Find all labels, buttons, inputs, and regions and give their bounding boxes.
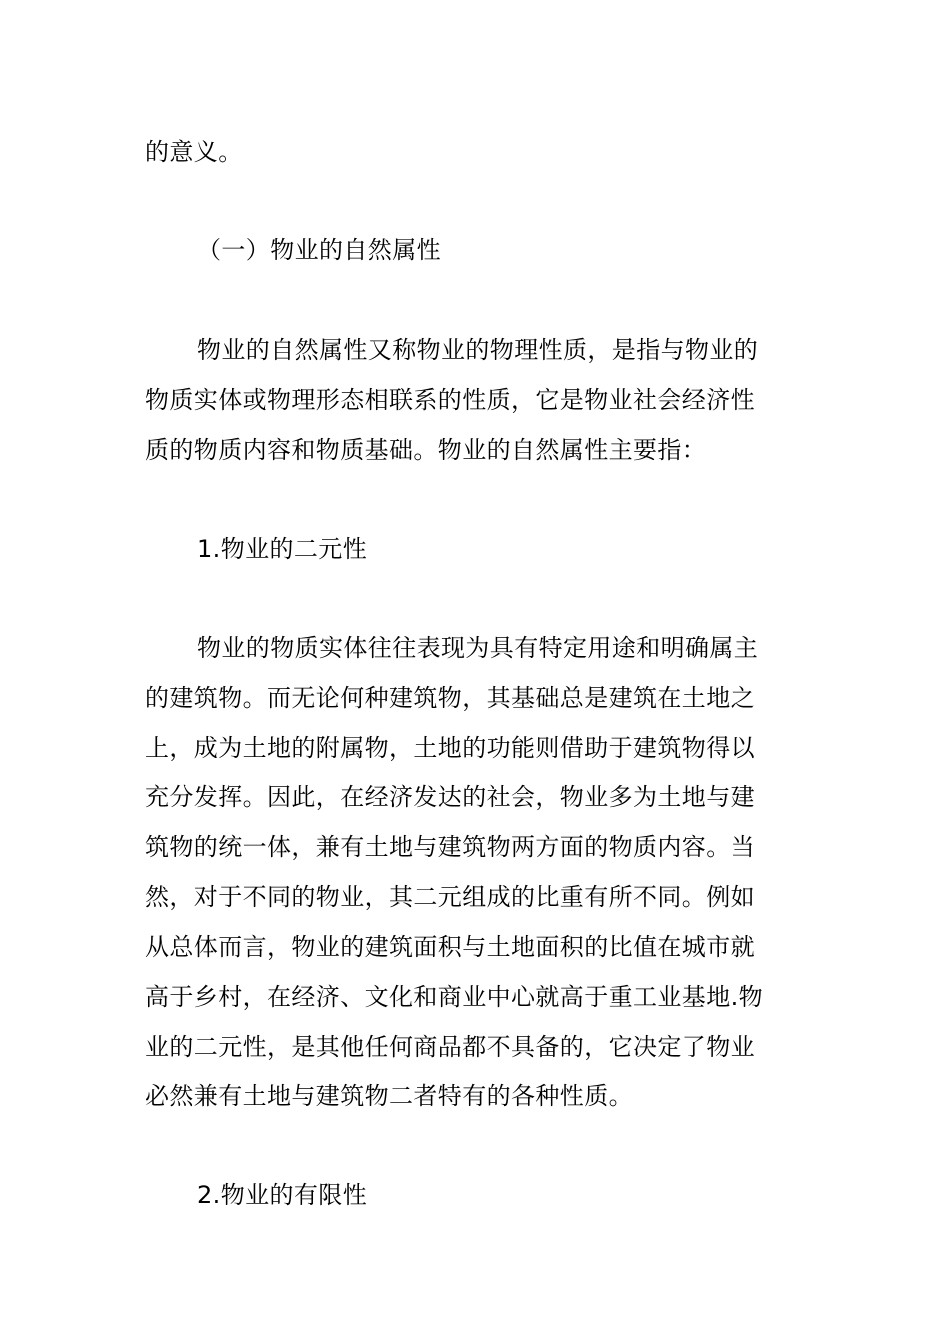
- paragraph-line: 筑物的统一体，兼有土地与建筑物两方面的物质内容。当: [145, 833, 755, 861]
- paragraph-line: 充分发挥。因此，在经济发达的社会，物业多为土地与建: [145, 783, 755, 811]
- paragraph-line: 高于乡村，在经济、文化和商业中心就高于重工业基地.物: [145, 983, 764, 1011]
- paragraph-line: 必然兼有土地与建筑物二者特有的各种性质。: [145, 1082, 633, 1110]
- subheading-duality: 1.物业的二元性: [197, 535, 368, 563]
- paragraph-line: 物质实体或物理形态相联系的性质，它是物业社会经济性: [145, 386, 755, 414]
- section-heading: （一）物业的自然属性: [197, 236, 441, 264]
- paragraph-line: 从总体而言，物业的建筑面积与土地面积的比值在城市就: [145, 933, 755, 961]
- paragraph-line: 的建筑物。而无论何种建筑物，其基础总是建筑在土地之: [145, 684, 755, 712]
- subheading-scarcity: 2.物业的有限性: [197, 1181, 368, 1209]
- paragraph-line: 业的二元性，是其他任何商品都不具备的，它决定了物业: [145, 1033, 755, 1061]
- paragraph-line: 物业的物质实体往往表现为具有特定用途和明确属主: [197, 634, 759, 662]
- intro-tail-text: 的意义。: [145, 138, 243, 166]
- paragraph-line: 然，对于不同的物业，其二元组成的比重有所不同。例如: [145, 883, 755, 911]
- paragraph-line: 物业的自然属性又称物业的物理性质，是指与物业的: [197, 336, 759, 364]
- paragraph-line: 上，成为土地的附属物，土地的功能则借助于建筑物得以: [145, 734, 755, 762]
- paragraph-line: 质的物质内容和物质基础。物业的自然属性主要指：: [145, 436, 707, 464]
